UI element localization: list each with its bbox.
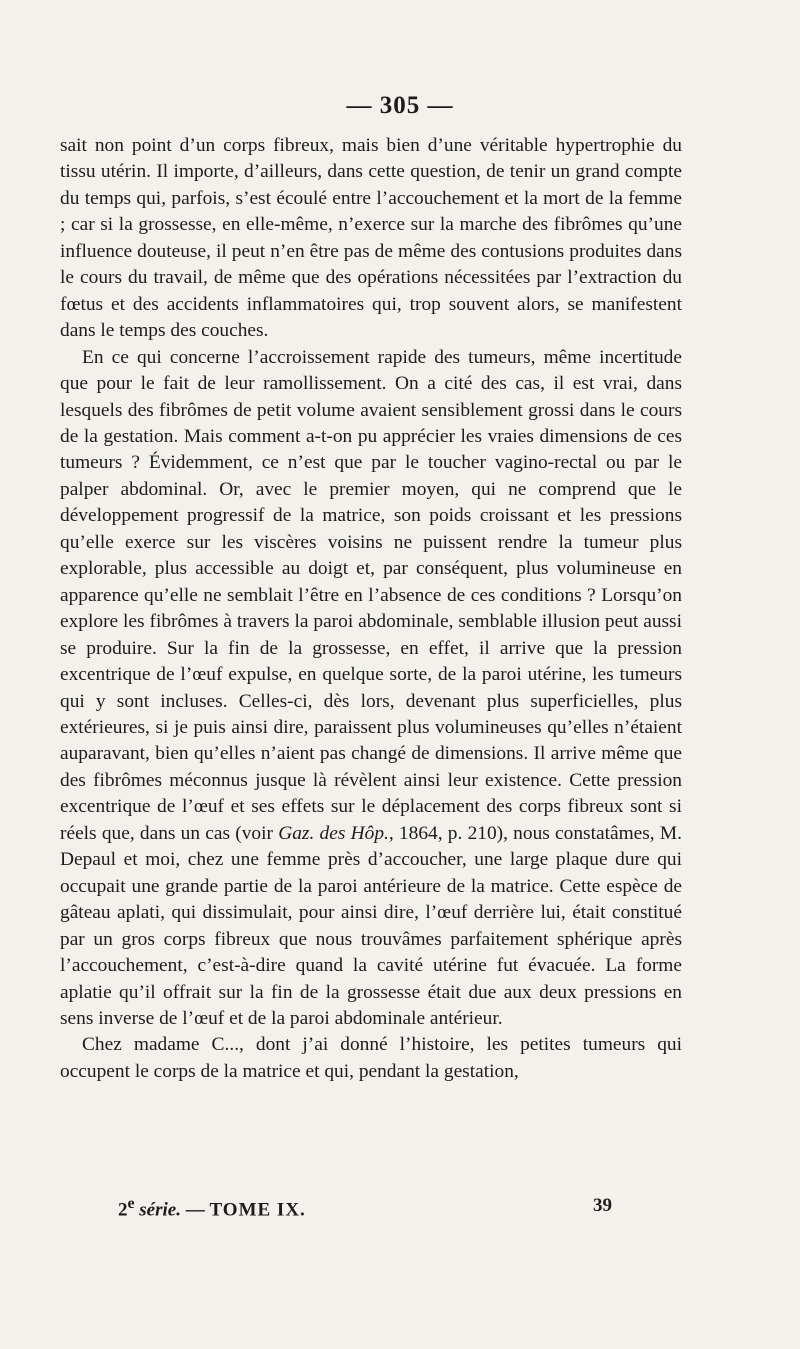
body-text (60, 133, 682, 1085)
series-number: 2 (118, 1199, 128, 1221)
series-word: série. (139, 1199, 181, 1221)
paragraph-1: sait non point d’un corps fibreux, mais bien d’une véritable hypertrophie du tissu utérin. Il importe, d’ailleurs, dans cette question, de tenir un grand compte du temps qui, parfois, s’est écoulé entre l’accouchement et la mort de la femme ; car si la grossesse, en elle-même, n’exerce sur la marche des fibrômes qu’une influence douteuse, il peut n’en être pas de même des contusions produites dans le cours du travail, de même que des opérations nécessitées par l’extraction du fœtus et des accidents inflammatoires qui, trop souvent alors, se manifestent dans le temps des couches. (60, 135, 682, 342)
tome-label: TOME IX. (209, 1199, 306, 1221)
page-number: — 305 — (346, 92, 454, 119)
citation-journal: Gaz. des Hôp. (278, 822, 389, 844)
paragraph-2 (60, 345, 682, 1033)
signature-mark: 39 (593, 1195, 612, 1216)
paragraph-2-continuation: , 1864, p. 210), nous constatâmes, M. Depaul et moi, chez une femme près d’accoucher, une large plaque dure qui occupait une grande partie de la paroi antérieure de la matrice. Cette espèce de gâteau aplati, qui dissimulait, pour ainsi dire, l’œuf derrière lui, était constitué par un gros corps fibreux que nous trouvâmes parfaitement sphérique après l’accouchement, c’est-à-dire quand la cavité utérine fut évacuée. La forme aplatie qu’il offrait sur la fin de la grossesse était due aux deux pressions en sens inverse de l’œuf et de la paroi abdominale antérieur. (60, 822, 682, 1029)
footer-dash: — (185, 1199, 205, 1221)
series-label (118, 1195, 306, 1221)
paragraph-2-text: En ce qui concerne l’accroissement rapide des tumeurs, même incertitude que pour le fait de leur ramollissement. On a cité des cas, il est vrai, dans lesquels des fibrômes de petit volume avaient sensiblement grossi dans le cours de la gestation. Mais comment a-t-on pu apprécier les vraies dimensions de ces tumeurs ? Évidemment, ce n’est que par le toucher vagino-rectal ou par le palper abdominal. Or, avec le premier moyen, qui ne comprend que le développement progressif de la matrice, son poids croissant et les pressions qu’elle exerce sur les viscères voisins ne puissent rendre la tumeur plus explorable, plus accessible au doigt et, par conséquent, plus volumineuse en apparence qu’elle ne semblait l’être en l’absence de ces conditions ? Lorsqu’on explore les fibrômes à travers la paroi abdominale, semblable illusion peut aussi se produire. Sur la fin de la grossesse, en effet, il arrive que la pression excentrique de l’œuf expulse, en quelque sorte, de la paroi utérine, les tumeurs qui y sont incluses. Celles-ci, dès lors, devenant plus superficielles, plus extérieures, si je puis ainsi dire, paraissent plus volumineuses qu’elles n’étaient auparavant, bien qu’elles n’aient pas changé de dimensions. Il arrive même que des fibrômes méconnus jusque là révèlent ainsi leur existence. Cette pression excentrique de l’œuf et ses effets sur le déplacement des corps fibreux sont si réels que, dans un cas (voir (60, 346, 682, 844)
series-superscript: e (127, 1195, 135, 1212)
paragraph-3: Chez madame C..., dont j’ai donné l’histoire, les petites tumeurs qui occupent le corps de la matrice et qui, pendant la gestation, (60, 1034, 682, 1082)
